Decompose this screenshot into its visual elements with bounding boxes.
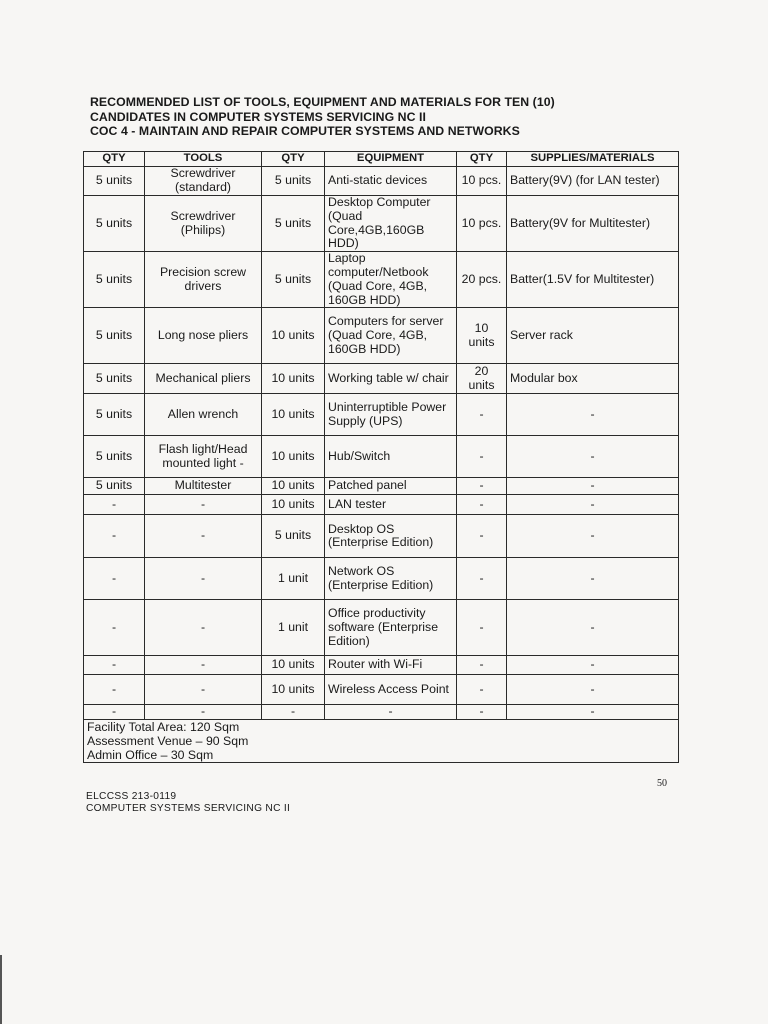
cell-equipment: Office productivity software (Enterprise Edition)	[325, 600, 457, 656]
cell-qty: 10 units	[262, 675, 325, 705]
cell-qty: 5 units	[262, 252, 325, 308]
cell-tool: Long nose pliers	[145, 308, 262, 364]
cell-supply: -	[507, 394, 679, 436]
cell-qty: 5 units	[84, 196, 145, 252]
cell-supply: Server rack	[507, 308, 679, 364]
cell-supply: -	[507, 600, 679, 656]
cell-equipment: Router with Wi-Fi	[325, 656, 457, 675]
table-row	[84, 600, 679, 656]
cell-qty: -	[457, 600, 507, 656]
cell-qty: 10 units	[262, 436, 325, 478]
table-row	[84, 705, 679, 720]
cell-qty: 5 units	[84, 478, 145, 495]
cell-qty: 10 units	[262, 495, 325, 515]
cell-equipment: Desktop Computer (Quad Core,4GB,160GB HDD)	[325, 196, 457, 252]
table-row	[84, 478, 679, 495]
cell-equipment: Desktop OS (Enterprise Edition)	[325, 515, 457, 558]
header-qty-equipment: QTY	[262, 152, 325, 167]
cell-qty: -	[457, 705, 507, 720]
facility-area-notes	[84, 720, 679, 763]
cell-qty: 10 units	[262, 656, 325, 675]
cell-supply: -	[507, 478, 679, 495]
table-row	[84, 167, 679, 196]
cell-qty: 10 units	[262, 364, 325, 394]
heading-line-2: CANDIDATES IN COMPUTER SYSTEMS SERVICING NC II	[90, 109, 426, 124]
cell-qty: -	[84, 515, 145, 558]
cell-qty: 5 units	[84, 167, 145, 196]
cell-qty: 5 units	[262, 167, 325, 196]
cell-qty: 10 pcs.	[457, 196, 507, 252]
cell-supply: Battery(9V for Multitester)	[507, 196, 679, 252]
cell-equipment: Computers for server (Quad Core, 4GB, 160GB HDD)	[325, 308, 457, 364]
header-qty-tools: QTY	[84, 152, 145, 167]
cell-equipment: Network OS (Enterprise Edition)	[325, 558, 457, 600]
cell-tool: -	[145, 495, 262, 515]
cell-qty: -	[84, 675, 145, 705]
cell-tool: -	[145, 656, 262, 675]
cell-equipment: LAN tester	[325, 495, 457, 515]
cell-equipment: Uninterruptible Power Supply (UPS)	[325, 394, 457, 436]
cell-tool: Allen wrench	[145, 394, 262, 436]
cell-supply: -	[507, 675, 679, 705]
document-heading	[90, 95, 690, 139]
cell-tool: -	[145, 515, 262, 558]
cell-qty: 10 pcs.	[457, 167, 507, 196]
heading-line-3: COC 4 - MAINTAIN AND REPAIR COMPUTER SYSTEMS AND NETWORKS	[90, 124, 520, 138]
facility-total-area: Facility Total Area: 120 Sqm	[87, 720, 240, 735]
cell-equipment: Patched panel	[325, 478, 457, 495]
cell-tool: -	[145, 705, 262, 720]
table-row	[84, 364, 679, 394]
cell-qty: 10 units	[262, 308, 325, 364]
table-row	[84, 252, 679, 308]
cell-qty: 1 unit	[262, 558, 325, 600]
cell-tool: -	[145, 558, 262, 600]
cell-supply: -	[507, 705, 679, 720]
cell-qty: -	[457, 558, 507, 600]
table-footer-row	[84, 720, 679, 763]
cell-qty: -	[457, 675, 507, 705]
document-code	[86, 791, 290, 814]
page-number: 50	[657, 778, 667, 789]
document-code-line-2: COMPUTER SYSTEMS SERVICING NC II	[86, 802, 291, 814]
table-row	[84, 196, 679, 252]
cell-tool: Mechanical pliers	[145, 364, 262, 394]
table-row	[84, 515, 679, 558]
cell-supply: Battery(9V) (for LAN tester)	[507, 167, 679, 196]
table-row	[84, 656, 679, 675]
cell-equipment: Working table w/ chair	[325, 364, 457, 394]
table-row	[84, 495, 679, 515]
cell-supply: -	[507, 515, 679, 558]
cell-qty: 10 units	[457, 308, 507, 364]
cell-equipment: Wireless Access Point	[325, 675, 457, 705]
header-supplies-materials: SUPPLIES/MATERIALS	[507, 152, 679, 167]
cell-qty: -	[457, 495, 507, 515]
table-row	[84, 558, 679, 600]
cell-qty: 5 units	[262, 515, 325, 558]
cell-qty: 20 pcs.	[457, 252, 507, 308]
table-row	[84, 675, 679, 705]
cell-qty: 1 unit	[262, 600, 325, 656]
cell-qty: 5 units	[84, 308, 145, 364]
cell-tool: Multitester	[145, 478, 262, 495]
cell-qty: 20 units	[457, 364, 507, 394]
admin-office-area: Admin Office – 30 Sqm	[87, 748, 214, 763]
cell-qty: -	[457, 394, 507, 436]
cell-qty: -	[84, 495, 145, 515]
header-qty-supplies: QTY	[457, 152, 507, 167]
cell-qty: 5 units	[262, 196, 325, 252]
cell-supply: Batter(1.5V for Multitester)	[507, 252, 679, 308]
cell-qty: -	[457, 515, 507, 558]
cell-supply: -	[507, 558, 679, 600]
cell-qty: -	[457, 436, 507, 478]
header-equipment: EQUIPMENT	[325, 152, 457, 167]
cell-qty: -	[84, 705, 145, 720]
heading-line-1: RECOMMENDED LIST OF TOOLS, EQUIPMENT AND MATERIALS FOR TEN (10)	[90, 95, 555, 109]
tools-equipment-table	[83, 151, 679, 763]
document-code-line-1: ELCCSS 213-0119	[86, 791, 177, 802]
cell-qty: -	[457, 656, 507, 675]
cell-qty: 10 units	[262, 394, 325, 436]
cell-supply: -	[507, 495, 679, 515]
table-row	[84, 436, 679, 478]
table-row	[84, 308, 679, 364]
cell-supply: Modular box	[507, 364, 679, 394]
cell-qty: 5 units	[84, 436, 145, 478]
cell-tool: Screwdriver (standard)	[145, 167, 262, 196]
assessment-venue-area: Assessment Venue – 90 Sqm	[87, 734, 249, 749]
cell-qty: -	[84, 558, 145, 600]
scan-edge-mark	[0, 955, 2, 1024]
cell-equipment: -	[325, 705, 457, 720]
cell-supply: -	[507, 436, 679, 478]
cell-equipment: Hub/Switch	[325, 436, 457, 478]
cell-tool: -	[145, 675, 262, 705]
cell-qty: -	[457, 478, 507, 495]
cell-tool: Flash light/Head mounted light -	[145, 436, 262, 478]
cell-qty: 10 units	[262, 478, 325, 495]
cell-tool: Precision screw drivers	[145, 252, 262, 308]
cell-supply: -	[507, 656, 679, 675]
cell-qty: 5 units	[84, 252, 145, 308]
cell-tool: -	[145, 600, 262, 656]
cell-qty: 5 units	[84, 394, 145, 436]
cell-qty: -	[84, 656, 145, 675]
table-header-row	[84, 152, 679, 167]
cell-qty: -	[262, 705, 325, 720]
cell-qty: -	[84, 600, 145, 656]
cell-equipment: Anti-static devices	[325, 167, 457, 196]
cell-tool: Screwdriver (Philips)	[145, 196, 262, 252]
cell-equipment: Laptop computer/Netbook (Quad Core, 4GB, 160GB HDD)	[325, 252, 457, 308]
table-row	[84, 394, 679, 436]
header-tools: TOOLS	[145, 152, 262, 167]
cell-qty: 5 units	[84, 364, 145, 394]
